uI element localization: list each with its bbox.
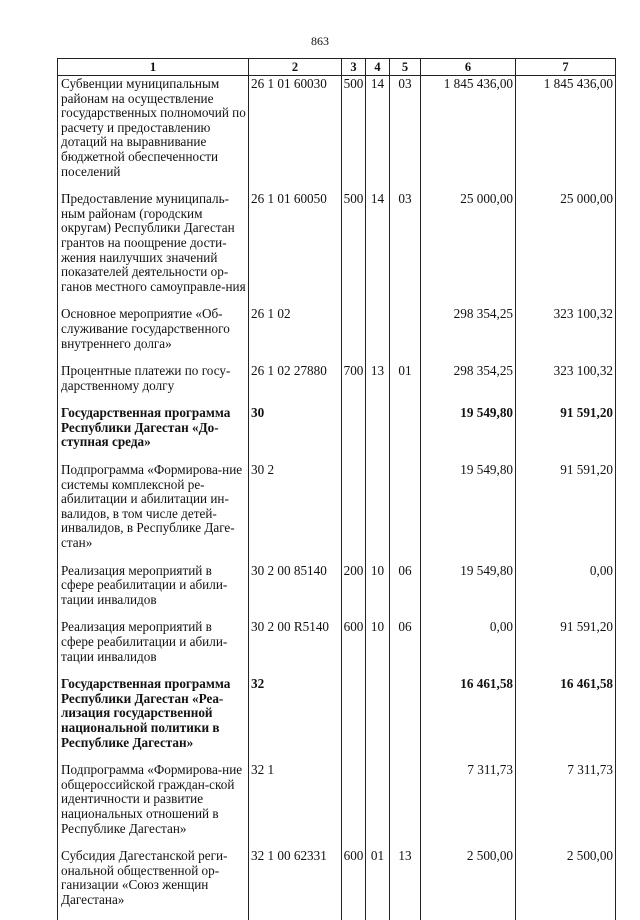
program-name-cell: Реализация мероприятий в сфере реабилитации и абили-тации инвалидов	[58, 619, 249, 676]
table-row	[58, 405, 616, 462]
amount-year1-cell: 25 000,00	[421, 191, 516, 306]
amount-year2-cell: 1 845 436,00	[516, 76, 616, 192]
table-row	[58, 619, 616, 676]
amount-year2-cell: 16 461,58	[516, 676, 616, 762]
table-header-row	[58, 59, 616, 76]
amount-year2-cell: 7 311,73	[516, 762, 616, 848]
target-code-cell: 32 1 00 62331	[249, 848, 342, 919]
expense-type-cell: 200	[342, 563, 366, 620]
program-name-cell: Подпрограмма «Формирова-ние системы комплексной ре-абилитации и абилитации ин-валидов, в том числе детей-инвалидов, в Республике Даге-стан»	[58, 462, 249, 563]
table-row	[58, 191, 616, 306]
target-code-cell: 26 1 02 27880	[249, 363, 342, 405]
amount-year1-cell: 2 500,00	[421, 848, 516, 919]
column-header: 2	[249, 59, 342, 76]
table-row	[58, 76, 616, 192]
table-row	[58, 848, 616, 919]
section-cell	[366, 306, 390, 363]
section-cell: 10	[366, 619, 390, 676]
amount-year1-cell: 19 549,80	[421, 405, 516, 462]
amount-year2-cell: 91 591,20	[516, 462, 616, 563]
amount-year2-cell: 91 591,20	[516, 405, 616, 462]
amount-year1-cell: 0,00	[421, 619, 516, 676]
amount-year2-cell: 323 100,32	[516, 363, 616, 405]
expense-type-cell	[342, 762, 366, 848]
amount-year1-cell: 7 311,73	[421, 762, 516, 848]
subsection-cell: 01	[390, 363, 421, 405]
amount-year2-cell: 0,00	[516, 563, 616, 620]
subsection-cell	[390, 405, 421, 462]
target-code-cell: 30 2	[249, 462, 342, 563]
program-name-cell: Реализация мероприятий в сфере реабилитации и абили-тации инвалидов	[58, 563, 249, 620]
section-cell	[366, 462, 390, 563]
amount-year1-cell: 16 461,58	[421, 676, 516, 762]
subsection-cell: 03	[390, 76, 421, 192]
expense-type-cell	[342, 306, 366, 363]
target-code-cell: 26 1 02	[249, 306, 342, 363]
table-row	[58, 462, 616, 563]
subsection-cell: 06	[390, 563, 421, 620]
budget-table	[57, 58, 616, 920]
section-cell: 14	[366, 76, 390, 192]
subsection-cell	[390, 306, 421, 363]
target-code-cell: 30	[249, 405, 342, 462]
program-name-cell: Основное мероприятие «Об-служивание государственного внутреннего долга»	[58, 306, 249, 363]
program-name-cell: Субвенции муниципальным районам на осуществление государственных полномочий по расчету и предоставлению дотаций на выравнивание бюджетной обеспеченности поселений	[58, 76, 249, 192]
target-code-cell: 30 2 00 85140	[249, 563, 342, 620]
subsection-cell	[390, 762, 421, 848]
table-row	[58, 363, 616, 405]
table-row	[58, 306, 616, 363]
program-name-cell: Субсидия Дагестанской реги-ональной общественной ор-ганизации «Союз женщин Дагестана»	[58, 848, 249, 919]
expense-type-cell: 700	[342, 363, 366, 405]
subsection-cell: 06	[390, 619, 421, 676]
column-header: 5	[390, 59, 421, 76]
expense-type-cell: 500	[342, 191, 366, 306]
expense-type-cell: 600	[342, 848, 366, 919]
amount-year1-cell: 1 845 436,00	[421, 76, 516, 192]
program-name-cell: Процентные платежи по госу-дарственному долгу	[58, 363, 249, 405]
column-header: 1	[58, 59, 249, 76]
expense-type-cell: 500	[342, 76, 366, 192]
section-cell	[366, 405, 390, 462]
column-header: 4	[366, 59, 390, 76]
section-cell: 10	[366, 563, 390, 620]
section-cell	[366, 762, 390, 848]
expense-type-cell: 600	[342, 619, 366, 676]
expense-type-cell	[342, 462, 366, 563]
target-code-cell: 30 2 00 R5140	[249, 619, 342, 676]
section-cell: 01	[366, 848, 390, 919]
table-row	[58, 563, 616, 620]
target-code-cell: 26 1 01 60050	[249, 191, 342, 306]
target-code-cell: 32 1	[249, 762, 342, 848]
column-header: 6	[421, 59, 516, 76]
program-name-cell: Государственная программа Республики Дагестан «До-ступная среда»	[58, 405, 249, 462]
table-row	[58, 676, 616, 762]
subsection-cell	[390, 676, 421, 762]
section-cell: 14	[366, 191, 390, 306]
program-name-cell: Государственная программа Республики Дагестан «Реа-лизация государственной национальной политики в Республике Дагестан»	[58, 676, 249, 762]
target-code-cell: 32	[249, 676, 342, 762]
program-name-cell: Предоставление муниципаль-ным районам (городским округам) Республики Дагестан грантов на поощрение дости-жения наилучших значений показателей деятельности ор-ганов местного самоуправле-ния	[58, 191, 249, 306]
page-number: 863	[311, 34, 329, 48]
amount-year1-cell: 19 549,80	[421, 563, 516, 620]
target-code-cell: 26 1 01 60030	[249, 76, 342, 192]
expense-type-cell	[342, 676, 366, 762]
subsection-cell	[390, 462, 421, 563]
section-cell: 13	[366, 363, 390, 405]
table-row	[58, 762, 616, 848]
amount-year2-cell: 323 100,32	[516, 306, 616, 363]
section-cell	[366, 676, 390, 762]
column-header: 3	[342, 59, 366, 76]
program-name-cell: Подпрограмма «Формирова-ние общероссийской граждан-ской идентичности и развитие национальных отношений в Республике Дагестан»	[58, 762, 249, 848]
amount-year1-cell: 298 354,25	[421, 363, 516, 405]
amount-year2-cell: 2 500,00	[516, 848, 616, 919]
subsection-cell: 03	[390, 191, 421, 306]
amount-year1-cell: 298 354,25	[421, 306, 516, 363]
column-header: 7	[516, 59, 616, 76]
subsection-cell: 13	[390, 848, 421, 919]
amount-year1-cell: 19 549,80	[421, 462, 516, 563]
expense-type-cell	[342, 405, 366, 462]
amount-year2-cell: 91 591,20	[516, 619, 616, 676]
amount-year2-cell: 25 000,00	[516, 191, 616, 306]
